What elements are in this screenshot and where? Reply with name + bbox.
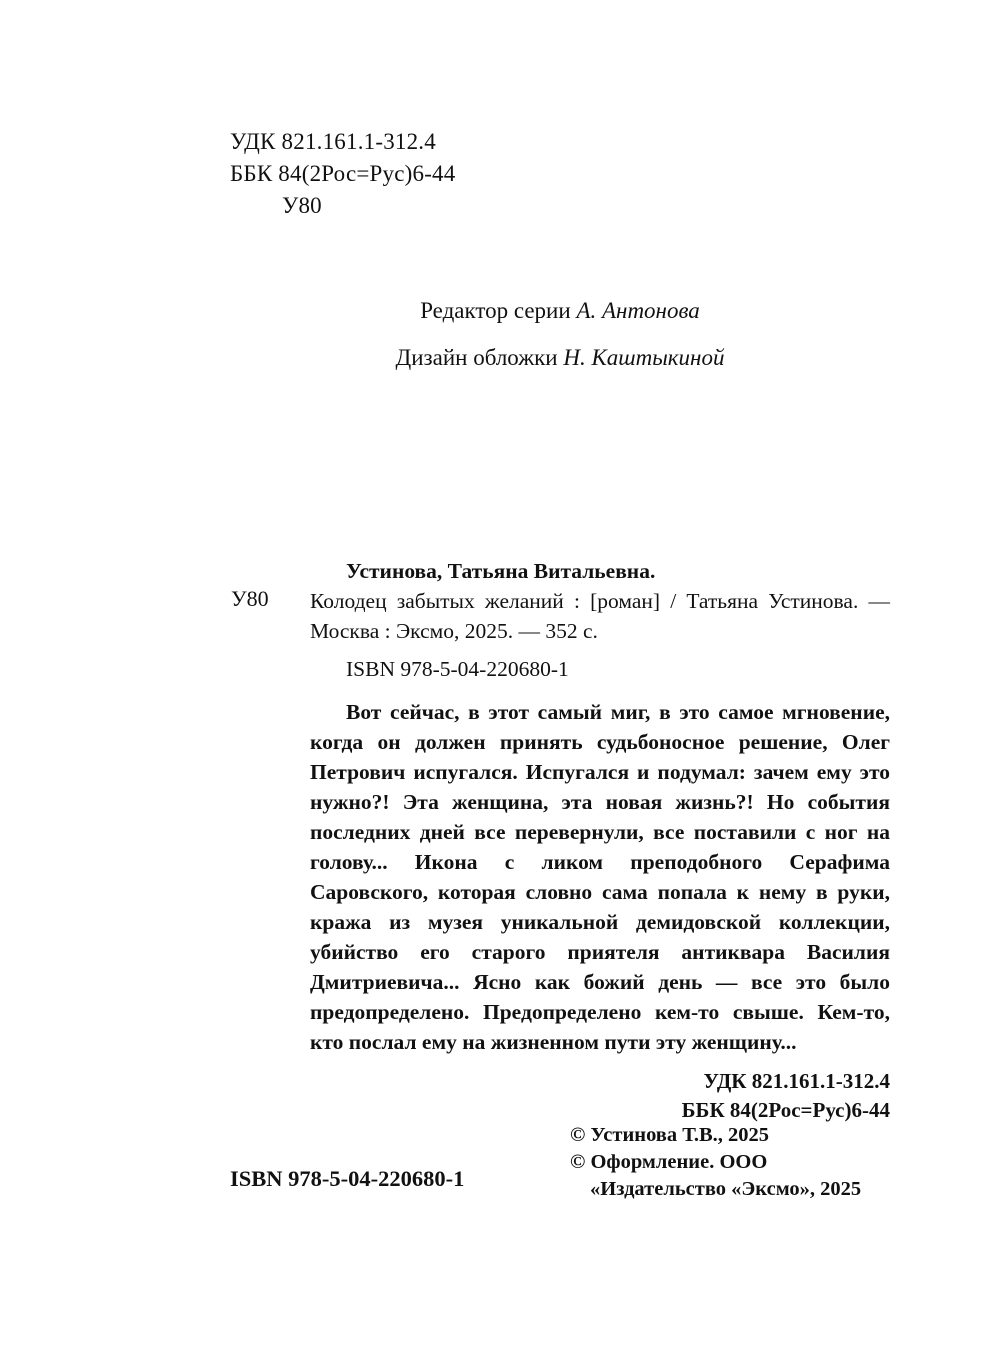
- annotation-text: Вот сейчас, в этот самый миг, в это самое мгновение, когда он должен принять судьбоносное решение, Олег Петрович испугался. Испугался и подумал: зачем ему это нужно?! Эта женщина, эта новая жизнь?! Но события последних дней все перевернули, все поставили с ног на голову... Икона с ликом преподобного Серафима Саровского, которая словно сама попала к нему в руки, кража из музея уникальной демидовской коллекции, убийство его старого приятеля антиквара Василия Дмитриевича... Ясно как божий день — все это было предопределено. Предопределено кем-то свыше. Кем-то, кто послал ему на жизненном пути эту женщину...: [310, 700, 890, 1054]
- copyright-block: [570, 1122, 900, 1203]
- isbn-card: ISBN 978-5-04-220680-1: [346, 657, 569, 681]
- top-bibliographic-codes: [230, 126, 455, 222]
- series-editor-label: Редактор серии: [420, 298, 577, 323]
- author-sign-card: У80: [231, 586, 269, 611]
- udk-code-right: УДК 821.161.1-312.4: [703, 1069, 890, 1093]
- series-editor-name: А. Антонова: [576, 298, 700, 323]
- series-editor-line: [230, 298, 890, 324]
- copyright-publisher: © Оформление. ООО «Издательство «Эксмо», 2025: [570, 1151, 862, 1200]
- bibliographic-codes-right: [310, 1067, 890, 1125]
- author-sign-top: У80: [282, 193, 322, 218]
- author-heading: Устинова, Татьяна Витальевна.: [346, 559, 656, 583]
- cover-designer-line: [230, 345, 890, 371]
- cover-designer-label: Дизайн обложки: [395, 345, 564, 370]
- title-statement: Колодец забытых желаний : [роман] / Татьяна Устинова. — Москва : Эксмо, 2025. — 352 с.: [310, 589, 890, 643]
- bbk-code-top: ББК 84(2Рос=Рус)6-44: [230, 161, 456, 186]
- copyright-author: © Устинова Т.В., 2025: [570, 1124, 770, 1146]
- bbk-code-right: ББК 84(2Рос=Рус)6-44: [681, 1098, 890, 1122]
- isbn-footer: ISBN 978-5-04-220680-1: [230, 1166, 465, 1191]
- cover-designer-name: Н. Каштыкиной: [563, 345, 725, 370]
- udk-code-top: УДК 821.161.1-312.4: [230, 129, 436, 154]
- catalog-card: [310, 556, 890, 1125]
